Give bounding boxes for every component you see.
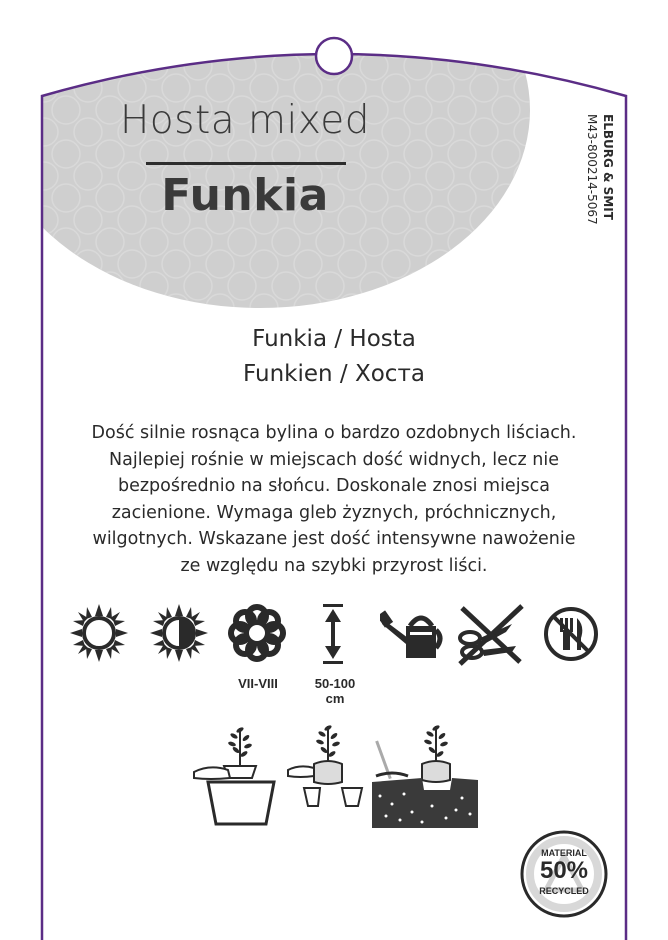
recycled-badge xyxy=(520,830,608,918)
planting-step-3-icon xyxy=(372,720,478,828)
height-range xyxy=(296,676,374,706)
description-line: zacienione. Wymaga gleb żyznych, próchnicznych, xyxy=(111,502,557,523)
flower-icon xyxy=(228,604,286,662)
title-divider xyxy=(146,162,346,165)
no-pruning-icon xyxy=(456,604,526,666)
badge-top-text: MATERIAL xyxy=(541,848,587,858)
description-line: Najlepiej rośnie w miejscach dość widnych, lecz nie xyxy=(109,449,559,470)
product-code: M43-800214-5067 xyxy=(585,114,599,225)
side-text xyxy=(585,114,625,244)
planting-step-1-icon xyxy=(190,720,282,828)
height-arrow-icon xyxy=(318,604,348,664)
brand-name: ELBURG & SMIT xyxy=(601,114,615,220)
plant-names xyxy=(100,322,568,392)
planting-step-2-icon xyxy=(286,720,370,820)
badge-percent: 50% xyxy=(539,857,589,884)
watering-can-icon xyxy=(380,608,444,660)
title-latin: Hosta mixed xyxy=(119,98,371,143)
description-line: Dość silnie rosnąca bylina o bardzo ozdobnych liściach. xyxy=(91,423,577,443)
full-sun-icon xyxy=(70,604,128,662)
names-line-2: Funkien / Хоста xyxy=(243,361,425,387)
description-line: bezpośrednio na słońcu. Doskonale znosi miejsca xyxy=(117,476,551,496)
height-value: 50-100 xyxy=(314,676,356,691)
height-unit: cm xyxy=(325,691,345,706)
names-line-1: Funkia / Hosta xyxy=(252,326,416,352)
badge-bottom-text: RECYCLED xyxy=(539,886,589,896)
not-edible-icon xyxy=(543,606,599,662)
description-line: wilgotnych. Wskazane jest dość intensywne nawożenie xyxy=(92,529,576,549)
description-line: ze względu na szybki przyrost liści. xyxy=(180,555,488,576)
description xyxy=(66,420,602,579)
hang-hole xyxy=(316,38,352,74)
flowering-period: VII-VIII xyxy=(238,676,278,691)
title-common: Funkia xyxy=(161,170,329,221)
half-shade-icon xyxy=(150,604,208,662)
